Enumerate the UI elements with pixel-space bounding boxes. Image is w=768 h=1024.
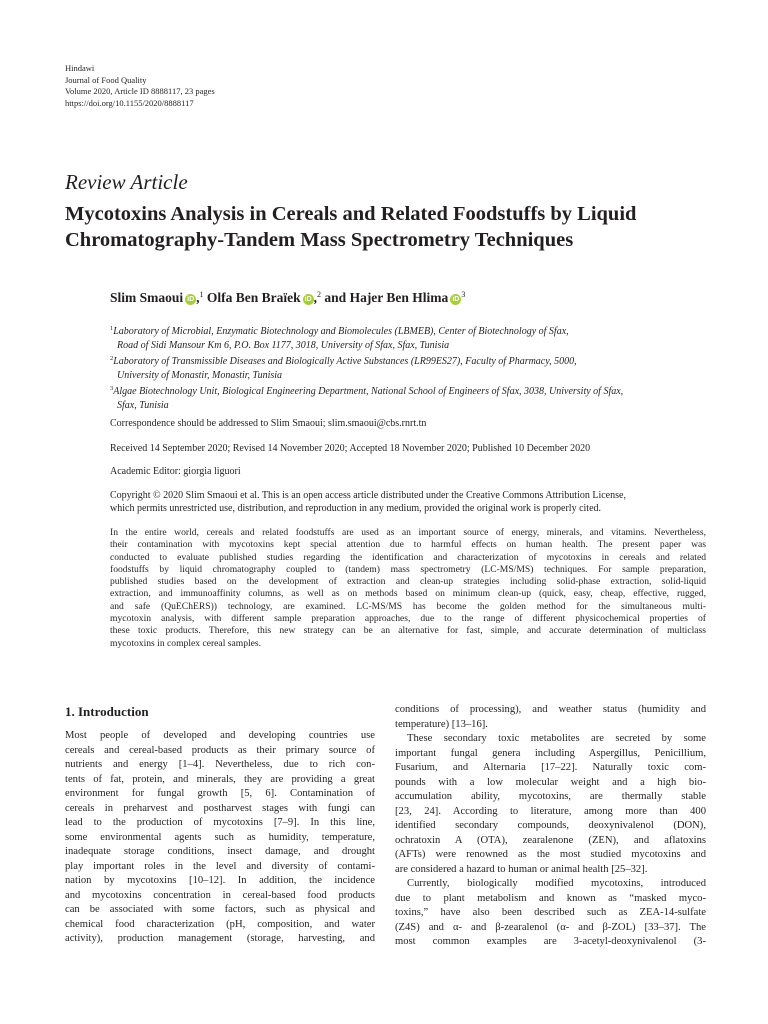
affiliation-line: Algae Biotechnology Unit, Biological Engineering Department, National School of Engineers of Sfax, 3038, University of Sfax, bbox=[113, 386, 624, 397]
abstract-line: extraction, and immunoaffinity columns, as well as on methods based on minimum clean-up (quick, easy, cheap, effective, rugged, bbox=[110, 588, 706, 600]
body-line: activity), production management (storage, harvesting, and bbox=[65, 933, 375, 944]
journal-name: Journal of Food Quality bbox=[65, 74, 147, 85]
affiliation-line: Laboratory of Microbial, Enzymatic Biotechnology and Biomolecules (LBMEB), Center of Biotechnology of Sfax, bbox=[113, 326, 569, 337]
abstract-line: and safe (QuEChERS)) technology, are examined. LC-MS/MS has become the golden method for the simultaneous multi- bbox=[110, 600, 706, 612]
body-line: conditions of processing), and weather status (humidity and bbox=[395, 704, 706, 715]
body-line: ochratoxin A (OTA), zearalenone (ZEN), and aflatoxins bbox=[395, 834, 706, 846]
author-separator: , bbox=[313, 290, 318, 305]
article-type: Review Article bbox=[65, 170, 188, 194]
abstract-line: these toxic products. Therefore, this new strategy can be an alternative for fast, simple, and accurate determination of multiclass bbox=[110, 625, 706, 637]
body-line: (Z4S) and α- and β-zearalenol (α- and β-ZOL) [33–37]. The bbox=[395, 921, 706, 933]
academic-editor: Academic Editor: giorgia liguori bbox=[110, 466, 241, 477]
body-line: (AFTs) were renowned as the most studied mycotoxins and bbox=[395, 849, 706, 860]
article-title bbox=[65, 201, 715, 253]
body-column-right bbox=[395, 703, 706, 950]
author-affiliation-mark: 2 bbox=[317, 290, 322, 299]
author-name[interactable]: Slim Smaoui bbox=[110, 290, 184, 305]
body-line: identified secondary compounds, deoxynivalenol (DON), bbox=[395, 820, 706, 831]
affiliation bbox=[110, 322, 710, 352]
correspondence: Correspondence should be addressed to Slim Smaoui; slim.smaoui@cbs.rnrt.tn bbox=[110, 418, 427, 429]
body-line: most common examples are 3-acetyl-deoxynivalenol (3- bbox=[395, 936, 706, 947]
abstract bbox=[110, 527, 706, 650]
author-name[interactable]: Hajer Ben Hlima bbox=[349, 290, 449, 305]
author-separator: , bbox=[196, 290, 200, 305]
abstract-line: mycotoxins in complex cereal samples. bbox=[110, 637, 262, 649]
affiliations bbox=[110, 322, 710, 412]
body-line: inadequate storage conditions, insect damage, and drought bbox=[65, 846, 375, 857]
body-line: lead to the production of mycotoxins [7–9]. In this line, bbox=[65, 817, 375, 828]
body-column-left bbox=[65, 729, 375, 947]
affiliation-line: Laboratory of Transmissible Diseases and Biologically Active Substances (LR99ES27), Faculty of Pharmacy, 5000, bbox=[113, 356, 577, 367]
abstract-line: published studies based on the development of extraction and clean-up strategies including solid-phase extraction, solid-liquid bbox=[110, 576, 706, 588]
title-line: Mycotoxins Analysis in Cereals and Related Foodstuffs by Liquid bbox=[65, 203, 637, 225]
affiliation-number: 3 bbox=[110, 385, 114, 392]
body-line: environment for fungal growth [5, 6]. Contamination of bbox=[65, 788, 375, 799]
publisher-name: Hindawi bbox=[65, 63, 95, 73]
orcid-icon[interactable]: iD bbox=[187, 296, 195, 303]
abstract-line: In the entire world, cereals and related foodstuffs are used as an important source of energy, minerals, and vitamins. Nevertheless, bbox=[110, 527, 706, 538]
author-affiliation-mark: 3 bbox=[461, 290, 466, 299]
journal-header bbox=[65, 63, 215, 109]
abstract-line: conducted to evaluate published studies regarding the identification and characterization of mycotoxins in cereals and related bbox=[110, 551, 706, 563]
body-line: [23, 24]. According to literature, among more than 400 bbox=[395, 805, 706, 817]
body-line: important fungal genera including Aspergillus, Penicillium, bbox=[395, 747, 706, 759]
body-line: nutrients and energy [1–4]. Nevertheless, due to rich con- bbox=[65, 759, 375, 770]
affiliation bbox=[110, 382, 710, 412]
copyright-line: Copyright © 2020 Slim Smaoui et al. This is an open access article distributed under the Creative Commons Attribution License, bbox=[110, 490, 626, 501]
abstract-line: foodstuffs by liquid chromatography coupled to (tandem) mass spectrometry (LC-MS/MS) techniques. For sample preparation, bbox=[110, 563, 706, 575]
body-line: can be associated with some factors, such as physical and bbox=[65, 904, 375, 915]
doi-link[interactable]: https://doi.org/10.1155/2020/8888117 bbox=[65, 97, 194, 108]
orcid-icon[interactable]: iD bbox=[304, 296, 312, 303]
body-line: These secondary toxic metabolites are secreted by some bbox=[407, 733, 706, 744]
orcid-icon[interactable]: iD bbox=[452, 296, 460, 303]
body-line: play important roles in the level and diversity of contami- bbox=[65, 860, 375, 872]
body-line: and mycotoxins concentration in cereal-based food products bbox=[65, 889, 375, 901]
volume-info: Volume 2020, Article ID 8888117, 23 pages bbox=[65, 86, 215, 97]
body-line: chemical food characterization (pH, composition, and water bbox=[65, 918, 375, 930]
author-affiliation-mark: 1 bbox=[199, 290, 204, 299]
copyright-line: which permits unrestricted use, distribution, and reproduction in any medium, provided the original work is properly cited. bbox=[110, 502, 602, 514]
section-heading: 1. Introduction bbox=[65, 704, 149, 719]
body-line: tents of fat, protein, and minerals, they are providing a great bbox=[65, 773, 375, 785]
body-line: are considered a hazard to human or animal health [25–32]. bbox=[395, 863, 648, 875]
body-line: Fusarium, and Alternaria [17–22]. Naturally toxic com- bbox=[395, 762, 706, 773]
affiliation-line: University of Monastir, Monastir, Tunisia bbox=[117, 369, 283, 381]
affiliation-number: 2 bbox=[110, 355, 114, 362]
body-line: Currently, biologically modified mycotoxins, introduced bbox=[407, 878, 706, 889]
copyright-notice bbox=[110, 490, 706, 515]
body-line: pounds with a low molecular weight and a high bio- bbox=[395, 776, 706, 788]
affiliation-line: Road of Sidi Mansour Km 6, P.O. Box 1177, 3018, University of Sfax, Sfax, Tunisia bbox=[117, 339, 450, 351]
body-line: some environmental agents such as humidity, temperature, bbox=[65, 831, 375, 843]
title-line: Chromatography-Tandem Mass Spectrometry Techniques bbox=[65, 229, 574, 251]
body-line: toxins,” have also been described such as ZEA-14-sulfate bbox=[395, 907, 706, 918]
author-name[interactable]: Olfa Ben Braïek bbox=[206, 290, 301, 305]
article-dates: Received 14 September 2020; Revised 14 November 2020; Accepted 18 November 2020; Published 10 December 2020 bbox=[110, 443, 591, 454]
body-line: cereals in preharvest and postharvest stages with fungi can bbox=[65, 802, 375, 814]
abstract-line: mycotoxin analysis, with different sample preparation approaches, due to the range of different physicochemical properties of bbox=[110, 613, 706, 625]
body-line: due to plant metabolism and known as “masked myco- bbox=[395, 892, 706, 904]
affiliation-line: Sfax, Tunisia bbox=[117, 399, 169, 411]
body-line: temperature) [13–16]. bbox=[395, 718, 488, 730]
body-line: nation by mycotoxins [10–12]. In addition, the incidence bbox=[65, 875, 375, 886]
affiliation-number: 1 bbox=[110, 325, 114, 332]
author-separator: and bbox=[324, 290, 347, 305]
body-line: Most people of developed and developing countries use bbox=[65, 730, 375, 741]
body-line: cereals and cereal-based products as their primary source of bbox=[65, 744, 375, 756]
body-line: accumulation ability, mycotoxins, are thermally stable bbox=[395, 791, 706, 802]
abstract-line: their contamination with mycotoxins kept special attention due to harmful effects on human health. The present paper was bbox=[110, 539, 706, 551]
affiliation bbox=[110, 352, 710, 382]
author-list bbox=[110, 290, 465, 306]
